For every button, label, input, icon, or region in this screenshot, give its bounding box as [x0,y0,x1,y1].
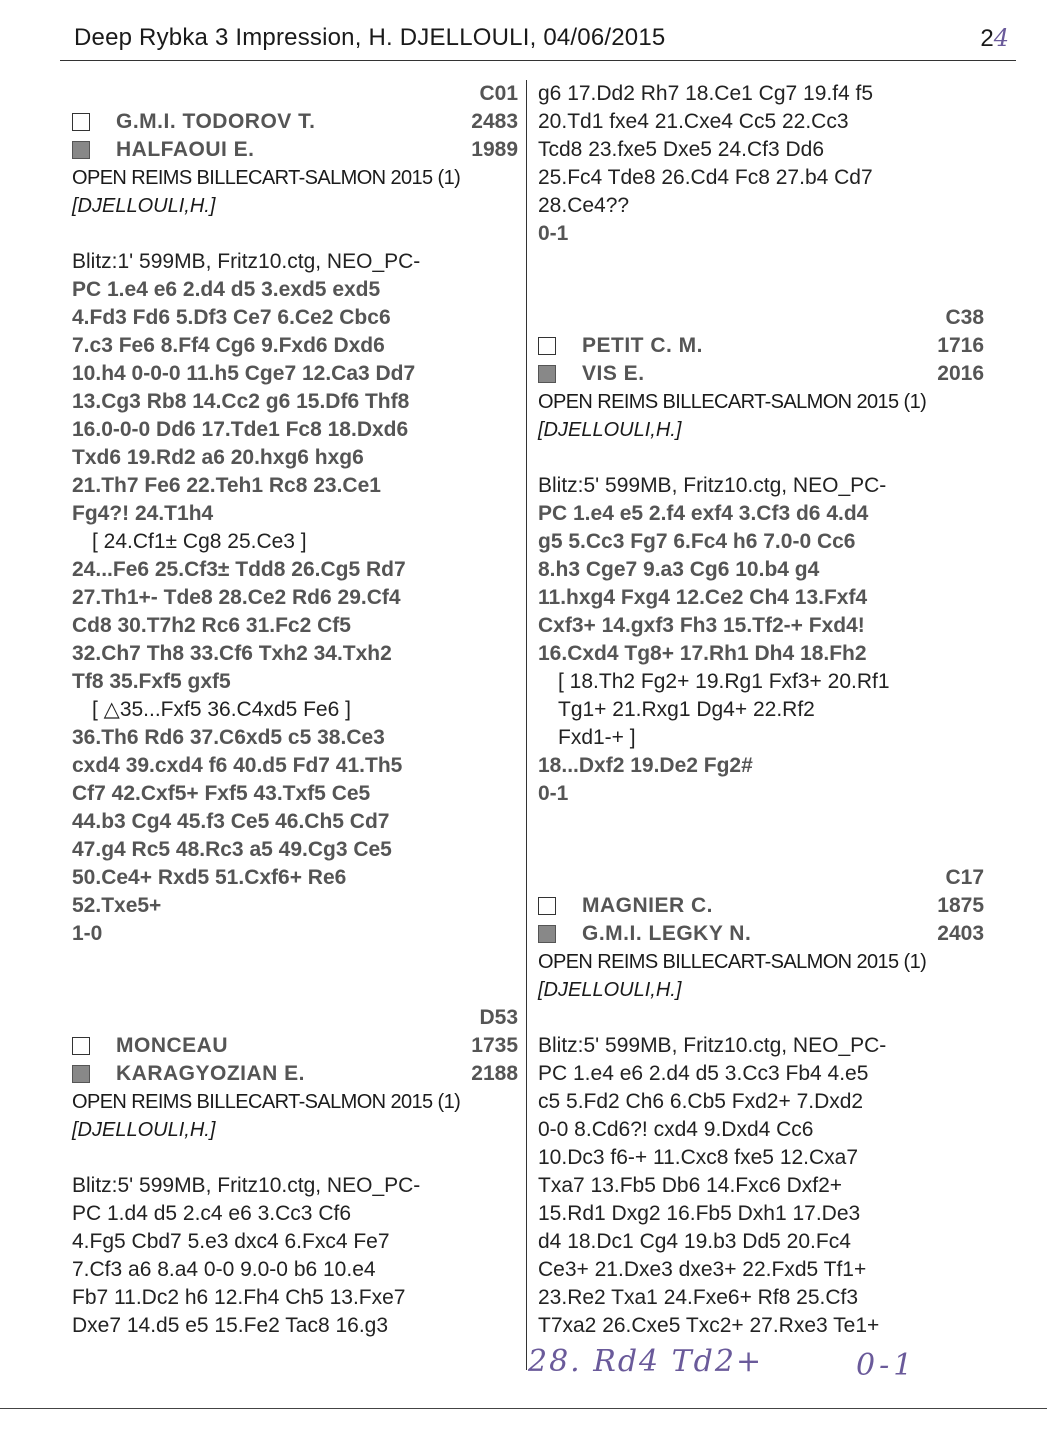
page-title: Deep Rybka 3 Impression, H. DJELLOULI, 04/06/2015 [74,24,666,51]
moves-line: Ce3+ 21.Dxe3 dxe3+ 22.Fxd5 Tf1+ [538,1258,867,1281]
moves-line: 20.Td1 fxe4 21.Cxe4 Cc5 22.Cc3 [538,110,849,133]
black-player-name: KARAGYOZIAN E. [116,1062,306,1085]
moves-line: [ 24.Cf1± Cg8 25.Ce3 ] [92,530,307,553]
white-player-name: G.M.I. TODOROV T. [116,110,316,133]
moves-line: 7.Cf3 a6 8.a4 0-0 9.0-0 b6 10.e4 [72,1258,376,1281]
moves-line: 50.Ce4+ Rxd5 51.Cxf6+ Re6 [72,866,347,889]
moves-block [538,80,984,220]
moves-line: Cf7 42.Cxf5+ Fxf5 43.Txf5 Ce5 [72,782,371,805]
eco-code: C38 [945,306,984,329]
white-player-name: PETIT C. M. [582,334,703,357]
event-name: OPEN REIMS BILLECART-SALMON 2015 (1) [538,391,927,413]
white-player-row [72,108,518,136]
moves-line: 0-0 8.Cd6?! cxd4 9.Dxd4 Cc6 [538,1118,814,1141]
moves-line: Cd8 30.T7h2 Rc6 31.Fc2 Cf5 [72,614,351,637]
black-player-row [538,920,984,948]
white-player-name: MAGNIER C. [582,894,713,917]
annotator: [DJELLOULI,H.] [72,1119,216,1141]
moves-line: Tf8 35.Fxf5 gxf5 [72,670,231,693]
moves-line: 25.Fc4 Tde8 26.Cd4 Fc8 27.b4 Cd7 [538,166,873,189]
moves-line: 15.Rd1 Dxg2 16.Fb5 Dxh1 17.De3 [538,1202,861,1225]
handwritten-result: 0-1 [856,1348,917,1383]
moves-line: Blitz:1' 599MB, Fritz10.ctg, NEO_PC- [72,250,421,273]
moves-line: 7.c3 Fe6 8.Ff4 Cg6 9.Fxd6 Dxd6 [72,334,385,357]
game-result: 0-1 [538,222,569,245]
moves-line: 10.h4 0-0-0 11.h5 Cge7 12.Ca3 Dd7 [72,362,416,385]
game-result: 0-1 [538,782,569,805]
white-player-row [538,892,984,920]
moves-line: 44.b3 Cg4 45.f3 Ce5 46.Ch5 Cd7 [72,810,390,833]
white-player-row [538,332,984,360]
moves-line: 23.Re2 Txa1 24.Fxe6+ Rf8 25.Cf3 [538,1286,859,1309]
moves-line: Fb7 11.Dc2 h6 12.Fh4 Ch5 13.Fxe7 [72,1286,406,1309]
eco-code: C17 [945,866,984,889]
page-number-handwritten: 4 [993,24,1009,52]
black-player-name: HALFAOUI E. [116,138,255,161]
black-player-row [72,136,518,164]
moves-line: [ 18.Th2 Fg2+ 19.Rg1 Fxf3+ 20.Rf1 [558,670,890,693]
annotator: [DJELLOULI,H.] [538,979,682,1001]
white-player-elo: 1716 [937,334,984,357]
right-column [538,80,984,1340]
eco-code: C01 [479,82,518,105]
moves-line: c5 5.Fd2 Ch6 6.Cb5 Fxd2+ 7.Dxd2 [538,1090,864,1113]
moves-line: PC 1.e4 e6 2.d4 d5 3.Cc3 Fb4 4.e5 [538,1062,869,1085]
moves-block [72,1172,518,1340]
moves-line: Txd6 19.Rd2 a6 20.hxg6 hxg6 [72,446,364,469]
moves-line: Fxd1-+ ] [558,726,636,749]
moves-line: Txa7 13.Fb5 Db6 14.Fxc6 Dxf2+ [538,1174,843,1197]
moves-line: 28.Ce4?? [538,194,630,217]
game-monceau-karagyozian [72,1004,518,1340]
white-player-elo: 1875 [937,894,984,917]
moves-line: 18...Dxf2 19.De2 Fg2# [538,754,753,777]
moves-line: 8.h3 Cge7 9.a3 Cg6 10.b4 g4 [538,558,820,581]
moves-line: 24...Fe6 25.Cf3± Tdd8 26.Cg5 Rd7 [72,558,406,581]
moves-line: Blitz:5' 599MB, Fritz10.ctg, NEO_PC- [538,1034,887,1057]
moves-line: cxd4 39.cxd4 f6 40.d5 Fd7 41.Th5 [72,754,403,777]
moves-line: 47.g4 Rc5 48.Rc3 a5 49.Cg3 Ce5 [72,838,392,861]
moves-line: 4.Fg5 Cbd7 5.e3 dxc4 6.Fxc4 Fe7 [72,1230,390,1253]
annotator: [DJELLOULI,H.] [538,419,682,441]
black-player-elo: 2403 [937,922,984,945]
page-number [980,24,1009,53]
moves-line: g6 17.Dd2 Rh7 18.Ce1 Cg7 19.f4 f5 [538,82,874,105]
white-player-name: MONCEAU [116,1034,228,1057]
column-divider [526,80,527,1370]
black-square-icon [72,141,90,159]
moves-line: Dxe7 14.d5 e5 15.Fe2 Tac8 16.g3 [72,1314,389,1337]
black-square-icon [538,365,556,383]
black-square-icon [72,1065,90,1083]
annotator: [DJELLOULI,H.] [72,195,216,217]
bottom-rule [0,1408,1047,1409]
header-rule [60,60,1016,61]
handwritten-moves: 28. Rd4 Td2+ [528,1344,764,1379]
moves-line: 4.Fd3 Fd6 5.Df3 Ce7 6.Ce2 Cbc6 [72,306,391,329]
moves-line: [ △35...Fxf5 36.C4xd5 Fe6 ] [92,698,351,721]
moves-line: 36.Th6 Rd6 37.C6xd5 c5 38.Ce3 [72,726,385,749]
black-player-elo: 2188 [471,1062,518,1085]
event-name: OPEN REIMS BILLECART-SALMON 2015 (1) [538,951,927,973]
page-header [74,24,1009,60]
moves-line: PC 1.e4 e6 2.d4 d5 3.exd5 exd5 [72,278,381,301]
event-name: OPEN REIMS BILLECART-SALMON 2015 (1) [72,167,461,189]
eco-code: D53 [479,1006,518,1029]
black-player-row [72,1060,518,1088]
page-number-printed: 2 [980,25,994,52]
handwritten-annotation [528,1344,948,1388]
moves-line: Blitz:5' 599MB, Fritz10.ctg, NEO_PC- [72,1174,421,1197]
game-result: 1-0 [72,922,103,945]
moves-line: T7xa2 26.Cxe5 Txc2+ 27.Rxe3 Te1+ [538,1314,880,1337]
black-player-elo: 1989 [471,138,518,161]
moves-line: PC 1.d4 d5 2.c4 e6 3.Cc3 Cf6 [72,1202,351,1225]
white-player-elo: 1735 [471,1034,518,1057]
moves-line: 21.Th7 Fe6 22.Teh1 Rc8 23.Ce1 [72,474,381,497]
game-magnier-legky [538,864,984,1340]
black-player-elo: 2016 [937,362,984,385]
moves-line: 16.Cxd4 Tg8+ 17.Rh1 Dh4 18.Fh2 [538,642,867,665]
moves-line: Fg4?! 24.T1h4 [72,502,214,525]
white-player-elo: 2483 [471,110,518,133]
white-player-row [72,1032,518,1060]
black-player-row [538,360,984,388]
game-todorov-halfaoui [72,80,518,948]
moves-line: 32.Ch7 Th8 33.Cf6 Txh2 34.Txh2 [72,642,392,665]
left-column [72,80,518,1340]
game-monceau-karagyozian-continued [538,80,984,248]
moves-line: Cxf3+ 14.gxf3 Fh3 15.Tf2-+ Fxd4! [538,614,865,637]
moves-line: d4 18.Dc1 Cg4 19.b3 Dd5 20.Fc4 [538,1230,851,1253]
black-square-icon [538,925,556,943]
black-player-name: G.M.I. LEGKY N. [582,922,752,945]
moves-line: 27.Th1+- Tde8 28.Ce2 Rd6 29.Cf4 [72,586,401,609]
moves-line: 11.hxg4 Fxg4 12.Ce2 Ch4 13.Fxf4 [538,586,868,609]
moves-line: 52.Txe5+ [72,894,162,917]
moves-line: 13.Cg3 Rb8 14.Cc2 g6 15.Df6 Thf8 [72,390,410,413]
moves-line: 16.0-0-0 Dd6 17.Tde1 Fc8 18.Dxd6 [72,418,409,441]
white-square-icon [538,337,556,355]
game-petit-vis [538,304,984,808]
moves-block [72,248,518,920]
moves-line: Tcd8 23.fxe5 Dxe5 24.Cf3 Dd6 [538,138,825,161]
white-square-icon [538,897,556,915]
white-square-icon [72,113,90,131]
moves-line: Blitz:5' 599MB, Fritz10.ctg, NEO_PC- [538,474,887,497]
black-player-name: VIS E. [582,362,645,385]
moves-block [538,472,984,780]
moves-line: PC 1.e4 e5 2.f4 exf4 3.Cf3 d6 4.d4 [538,502,869,525]
moves-line: 10.Dc3 f6-+ 11.Cxc8 fxe5 12.Cxa7 [538,1146,859,1169]
white-square-icon [72,1037,90,1055]
event-name: OPEN REIMS BILLECART-SALMON 2015 (1) [72,1091,461,1113]
moves-line: g5 5.Cc3 Fg7 6.Fc4 h6 7.0-0 Cc6 [538,530,856,553]
moves-line: Tg1+ 21.Rxg1 Dg4+ 22.Rf2 [558,698,815,721]
moves-block [538,1032,984,1340]
